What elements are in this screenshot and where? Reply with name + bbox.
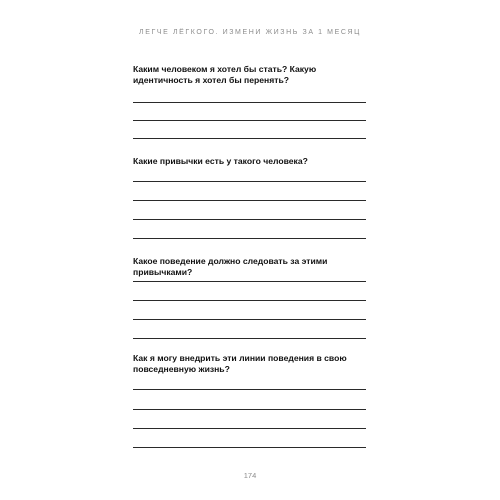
answer-line-3-2[interactable] [133, 300, 366, 301]
running-head: ЛЕГЧЕ ЛЁГКОГО. ИЗМЕНИ ЖИЗНЬ ЗА 1 МЕСЯЦ [139, 29, 361, 36]
answer-line-2-3[interactable] [133, 219, 366, 220]
answer-line-1-3[interactable] [133, 138, 366, 139]
answer-line-3-1[interactable] [133, 281, 366, 282]
answer-line-4-1[interactable] [133, 389, 366, 390]
page-number: 174 [243, 471, 257, 480]
answer-line-1-2[interactable] [133, 120, 366, 121]
answer-line-3-4[interactable] [133, 338, 366, 339]
answer-line-2-2[interactable] [133, 200, 366, 201]
answer-line-4-4[interactable] [133, 447, 366, 448]
question-1: Каким человеком я хотел бы стать? Какую идентичность я хотел бы перенять? [133, 64, 317, 85]
question-3: Какое поведение должно следовать за этими привычками? [133, 256, 328, 277]
answer-line-1-1[interactable] [133, 102, 366, 103]
answer-line-3-3[interactable] [133, 319, 366, 320]
answer-line-2-4[interactable] [133, 238, 366, 239]
answer-line-4-2[interactable] [133, 409, 366, 410]
question-2: Какие привычки есть у такого человека? [133, 156, 308, 166]
question-4: Как я могу внедрить эти линии поведения в свою повседневную жизнь? [133, 353, 347, 374]
answer-line-2-1[interactable] [133, 181, 366, 182]
answer-line-4-3[interactable] [133, 428, 366, 429]
